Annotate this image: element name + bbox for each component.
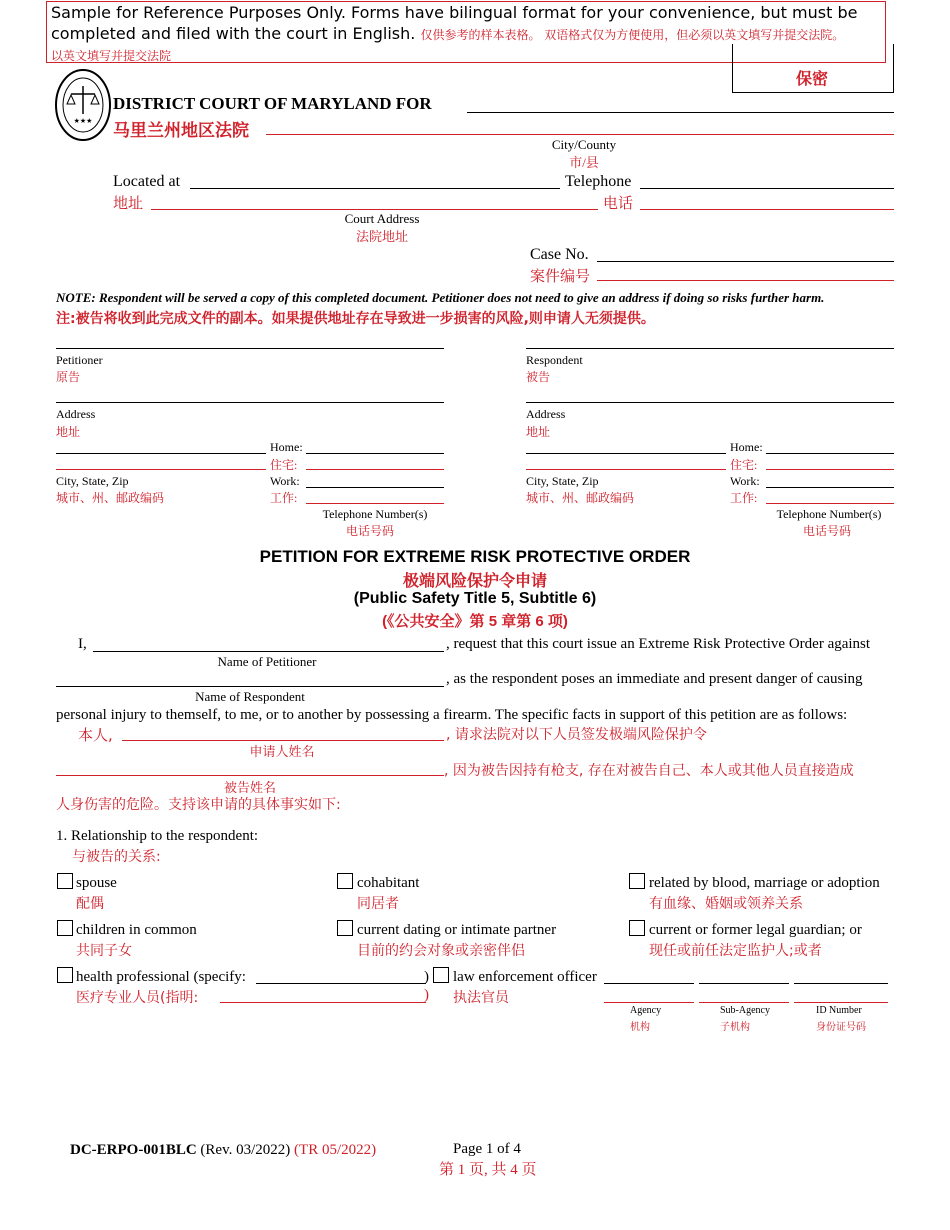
banner-line2: completed and filed with the court in English. bbox=[51, 24, 416, 43]
case-no-label: Case No. bbox=[530, 246, 589, 263]
related-checkbox[interactable] bbox=[629, 873, 645, 889]
form-translation-date: (TR 05/2022) bbox=[294, 1142, 377, 1158]
petitioner-home-label-cn: 住宅: bbox=[270, 458, 298, 472]
law-label: law enforcement officer bbox=[453, 969, 597, 985]
petitioner-address-line[interactable] bbox=[56, 402, 444, 403]
children-label: children in common bbox=[76, 922, 197, 938]
name-of-respondent-label-cn: 被告姓名 bbox=[223, 780, 276, 795]
respondent-csz-label: City, State, Zip bbox=[526, 474, 599, 488]
petitioner-tel-label-cn: 电话号码 bbox=[345, 524, 394, 538]
petitioner-home-label: Home: bbox=[270, 440, 303, 454]
respondent-csz-line[interactable] bbox=[526, 453, 726, 454]
cohabitant-checkbox[interactable] bbox=[337, 873, 353, 889]
children-label-cn: 共同子女 bbox=[76, 943, 132, 959]
agency-label-cn: 机构 bbox=[630, 1022, 650, 1033]
name-of-respondent-line[interactable] bbox=[56, 686, 444, 687]
petitioner-address-label: Address bbox=[56, 407, 96, 421]
court-title-cn: 马里兰州地区法院 bbox=[113, 121, 249, 141]
agency-label: Agency bbox=[630, 1005, 662, 1016]
respondent-address-line[interactable] bbox=[526, 402, 894, 403]
dating-label: current dating or intimate partner bbox=[357, 922, 557, 938]
respondent-home-line[interactable] bbox=[766, 453, 894, 454]
petitioner-work-label-cn: 工作: bbox=[270, 491, 298, 505]
telephone-label: Telephone bbox=[565, 173, 632, 190]
form-title: PETITION FOR EXTREME RISK PROTECTIVE ORDER bbox=[259, 547, 691, 566]
guardian-checkbox[interactable] bbox=[629, 920, 645, 936]
petitioner-address-label-cn: 地址 bbox=[56, 425, 81, 439]
related-label: related by blood, marriage or adoption bbox=[649, 875, 880, 891]
note-text: NOTE: Respondent will be served a copy of this completed document. Petitioner does not need to give an address if doing so risks further harm. bbox=[56, 290, 825, 305]
law-checkbox[interactable] bbox=[433, 967, 449, 983]
id-number-label-cn: 身份证号码 bbox=[816, 1022, 866, 1033]
petitioner-work-label: Work: bbox=[270, 474, 300, 488]
spouse-label: spouse bbox=[76, 875, 117, 891]
guardian-label: current or former legal guardian; or bbox=[649, 922, 862, 938]
cohabitant-label-cn: 同居者 bbox=[357, 896, 399, 912]
spouse-checkbox[interactable] bbox=[57, 873, 73, 889]
form-subtitle: (Public Safety Title 5, Subtitle 6) bbox=[353, 590, 597, 607]
court-county-line[interactable] bbox=[467, 112, 894, 113]
form-code: DC-ERPO-001BLC bbox=[70, 1142, 197, 1158]
form-number bbox=[70, 1142, 376, 1159]
respondent-work-label: Work: bbox=[730, 474, 760, 488]
name-of-petitioner-label: Name of Petitioner bbox=[217, 654, 317, 669]
respondent-home-label-cn: 住宅: bbox=[730, 458, 758, 472]
personal-text: personal injury to themself, to me, or to another by possessing a firearm. The specific facts in support of this petition are as follows: bbox=[56, 707, 848, 723]
petitioner-tel-label: Telephone Number(s) bbox=[322, 507, 428, 521]
note-text-cn: 注:被告将收到此完成文件的副本。如果提供地址存在导致进一步损害的风险,则申请人无须提供。 bbox=[56, 311, 655, 327]
banner-line3-cn: 以英文填写并提交法院 bbox=[51, 49, 172, 63]
petitioner-label: Petitioner bbox=[56, 353, 103, 367]
dating-label-cn: 目前的约会对象或亲密伴侣 bbox=[357, 943, 525, 959]
health-checkbox[interactable] bbox=[57, 967, 73, 983]
name-of-petitioner-line[interactable] bbox=[93, 651, 444, 652]
city-county-label: City/County bbox=[551, 137, 617, 152]
form-subtitle-cn: (《公共安全》第 5 章第 6 项) bbox=[382, 613, 568, 630]
court-address-label-cn: 法院地址 bbox=[355, 229, 408, 244]
respondent-work-label-cn: 工作: bbox=[730, 491, 758, 505]
petitioner-work-line[interactable] bbox=[306, 487, 444, 488]
case-no-label-cn: 案件编号 bbox=[530, 267, 591, 285]
respondent-address-label: Address bbox=[526, 407, 566, 421]
id-number-line[interactable] bbox=[794, 983, 888, 984]
page-number-cn: 第 1 页, 共 4 页 bbox=[439, 1162, 537, 1178]
name-of-respondent-label: Name of Respondent bbox=[195, 689, 305, 704]
request-text-cn: , 请求法院对以下人员签发极端风险保护令 bbox=[446, 727, 707, 743]
subagency-label-cn: 子机构 bbox=[720, 1022, 750, 1033]
form-title-cn: 极端风险保护令申请 bbox=[402, 573, 547, 590]
id-number-label: ID Number bbox=[816, 1005, 862, 1016]
telephone-line[interactable] bbox=[640, 188, 894, 189]
svg-text:★★★: ★★★ bbox=[73, 117, 93, 125]
related-label-cn: 有血缘、婚姻或领养关系 bbox=[649, 896, 803, 912]
poses-text-cn: , 因为被告因持有枪支, 存在对被告自己、本人或其他人员直接造成 bbox=[444, 763, 854, 779]
confidential-label: 保密 bbox=[795, 71, 828, 88]
case-no-line[interactable] bbox=[597, 261, 894, 262]
relationship-question: 1. Relationship to the respondent: bbox=[56, 828, 259, 844]
agency-line[interactable] bbox=[604, 983, 694, 984]
health-label: health professional (specify: bbox=[76, 969, 246, 985]
located-at-line[interactable] bbox=[190, 188, 560, 189]
court-address-label: Court Address bbox=[344, 211, 420, 226]
respondent-label: Respondent bbox=[526, 353, 583, 367]
personal-text-cn: 人身伤害的危险。支持该申请的具体事实如下: bbox=[56, 797, 341, 813]
subagency-label: Sub-Agency bbox=[720, 1005, 770, 1016]
subagency-line[interactable] bbox=[699, 983, 789, 984]
spouse-label-cn: 配偶 bbox=[76, 896, 104, 912]
poses-text: , as the respondent poses an immediate and present danger of causing bbox=[446, 671, 863, 687]
respondent-csz-label-cn: 城市、州、邮政编码 bbox=[526, 491, 635, 505]
form-revision: (Rev. 03/2022) bbox=[200, 1142, 291, 1158]
telephone-label-cn: 电话 bbox=[603, 194, 634, 212]
page-number: Page 1 of 4 bbox=[453, 1141, 521, 1157]
health-specify-line[interactable] bbox=[256, 983, 426, 984]
petitioner-line[interactable] bbox=[56, 348, 444, 349]
respondent-work-line[interactable] bbox=[766, 487, 894, 488]
respondent-home-label: Home: bbox=[730, 440, 763, 454]
health-label-cn: 医疗专业人员(指明: bbox=[76, 990, 199, 1006]
court-title: DISTRICT COURT OF MARYLAND FOR bbox=[113, 94, 432, 113]
city-county-label-cn: 市/县 bbox=[569, 155, 599, 170]
health-close-paren-cn: ) bbox=[424, 987, 429, 1003]
respondent-label-cn: 被告 bbox=[526, 370, 551, 384]
maryland-court-seal bbox=[54, 68, 112, 142]
petitioner-home-line[interactable] bbox=[306, 453, 444, 454]
law-label-cn: 执法官员 bbox=[453, 990, 509, 1006]
guardian-label-cn: 现任或前任法定监护人;或者 bbox=[649, 943, 822, 959]
petitioner-csz-label: City, State, Zip bbox=[56, 474, 129, 488]
cohabitant-label: cohabitant bbox=[357, 875, 420, 891]
petitioner-label-cn: 原告 bbox=[56, 370, 81, 384]
dating-checkbox[interactable] bbox=[337, 920, 353, 936]
i-label: I, bbox=[78, 636, 87, 652]
petitioner-csz-line[interactable] bbox=[56, 453, 266, 454]
name-of-petitioner-label-cn: 申请人姓名 bbox=[249, 744, 315, 759]
banner-line2-cn: 仅供参考的样本表格。 双语格式仅为方便使用，但必须以英文填写并提交法院。 bbox=[420, 28, 845, 42]
relationship-question-cn: 与被告的关系: bbox=[72, 849, 161, 865]
health-close-paren: ) bbox=[424, 969, 429, 985]
located-at-label: Located at bbox=[113, 173, 181, 190]
respondent-line[interactable] bbox=[526, 348, 894, 349]
respondent-tel-label-cn: 电话号码 bbox=[802, 524, 851, 538]
request-text: , request that this court issue an Extreme Risk Protective Order against bbox=[446, 636, 871, 652]
located-at-label-cn: 地址 bbox=[113, 194, 144, 212]
banner-line1: Sample for Reference Purposes Only. Forms have bilingual format for your convenience, but must be bbox=[51, 3, 858, 22]
petitioner-csz-label-cn: 城市、州、邮政编码 bbox=[56, 491, 165, 505]
respondent-address-label-cn: 地址 bbox=[526, 425, 551, 439]
i-label-cn: 本人, bbox=[78, 726, 113, 744]
respondent-tel-label: Telephone Number(s) bbox=[776, 507, 882, 521]
children-checkbox[interactable] bbox=[57, 920, 73, 936]
